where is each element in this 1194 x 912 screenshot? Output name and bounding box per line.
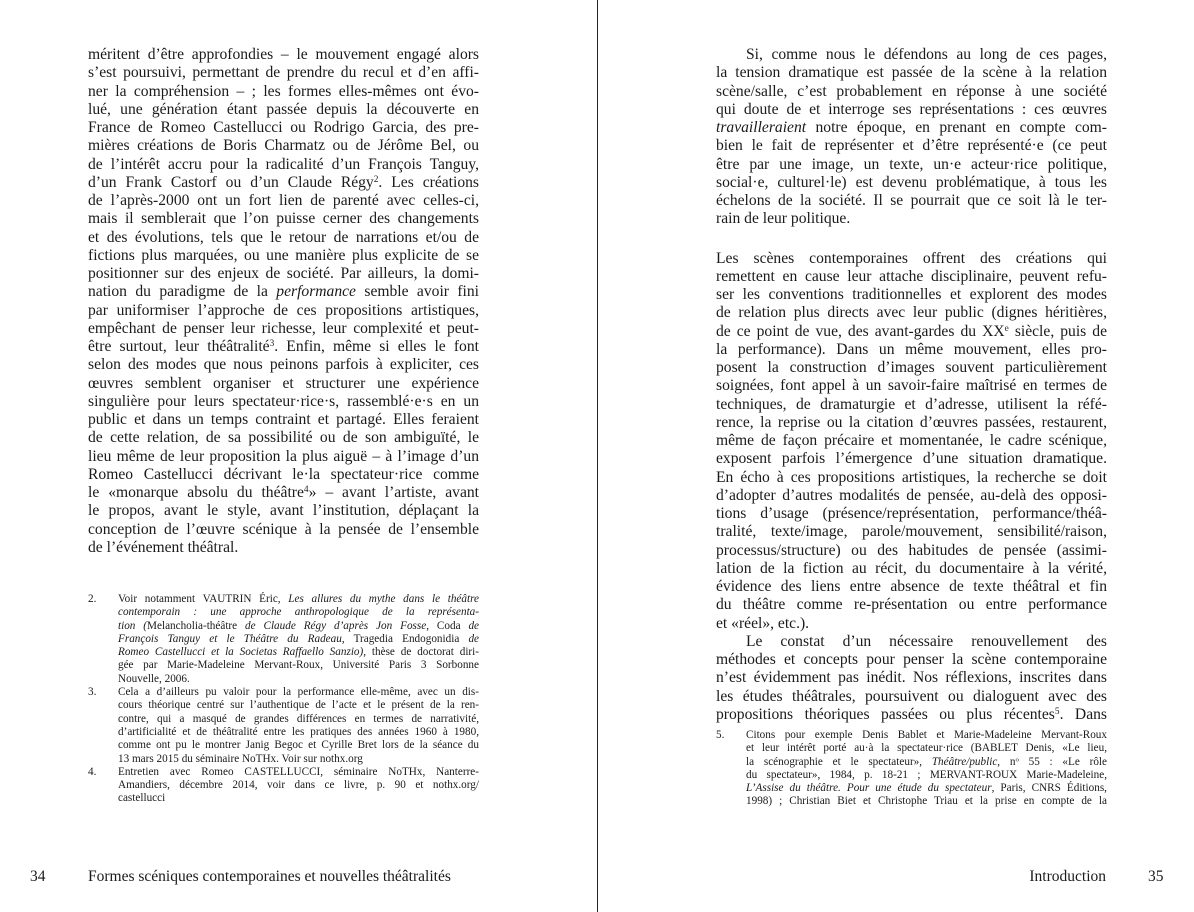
page-gutter-divider (597, 0, 598, 912)
text-line: d’artificialité et de théâtralité entre les pratiques des années 1960 à 1980, (118, 725, 479, 738)
text-line: social·e, culturel·le) est devenu problématique, à tous les (716, 173, 1107, 191)
italic-text: de Claude Régy d’après Jon Fosse (237, 619, 427, 632)
text-line: François Tanguy et le Théâtre du Radeau, Tragedia Endogonidia de (118, 632, 480, 645)
text-line: France de Romeo Castellucci ou Rodrigo Garcia, des pre- (88, 119, 479, 136)
text-line: et leur intérêt porté au·à la spectateur·rice (BABLET Denis, «Le lieu, (746, 742, 1107, 755)
footnote-ref: e (1004, 323, 1009, 334)
text-line: méthodes et concepts pour penser la scène contemporaine (716, 651, 1107, 668)
italic-text: L’Assise du théâtre. Pour une étude du spectateur (746, 782, 992, 795)
text-line: castellucci (118, 792, 166, 805)
text-line: singulière pour leurs spectateur·rice·s, rassemblé·e·s en un (88, 392, 479, 410)
footnote-ref: 2 (373, 174, 379, 185)
text-line: de cette relation, de sa possibilité ou de son ambiguïté, le (88, 429, 479, 447)
right-page-footnotes (716, 729, 1107, 809)
text-line: ner la compréhension – ; les formes elles-mêmes ont évo- (88, 82, 479, 100)
text-line: de ce point de vue, des avant-gardes du XXe siècle, puis de (716, 322, 1108, 340)
paragraph (716, 250, 1107, 633)
text-line: Le constat d’un nécessaire renouvellement des (746, 632, 1107, 650)
text-line: Entretien avec Romeo CASTELLUCCI, séminaire NoTHx, Nanterre- (118, 765, 479, 778)
italic-text: de (468, 632, 480, 645)
text-line: processus/structure) ou des habitudes de pensée (assimi- (716, 541, 1107, 559)
text-line: comme ont pu le montrer Janig Begoc et Cyrille Bret lors de la séance du (118, 739, 479, 752)
italic-text: performance (276, 283, 356, 301)
text-line: public et dans un temps contraint et partagé. Elles feraient (88, 411, 479, 428)
text-line: de l’intérêt accru pour la radicalité d’un François Tanguy, (88, 155, 479, 173)
italic-text: travailleraient (716, 119, 807, 136)
text-line: Romeo Castellucci et la Societas Raffaello Sanzio), thèse de doctorat diri- (118, 646, 479, 659)
text-line: la scénographie et le spectateur», Théâtre/public, $n^o$ 55 : «Le rôle (746, 755, 1107, 768)
text-line: qui doute de et interroge ses représentations : ces œuvres (716, 100, 1107, 118)
text-line: En écho à ces propositions artistiques, la recherche se doit (716, 468, 1107, 486)
text-line: selon des modes que nous peinons parfois à expliciter, ces (88, 356, 479, 374)
text-line: s’est poursuivi, permettant de prendre du recul et d’en affi- (88, 64, 479, 82)
text-line: nation du paradigme de la performance semble avoir fini (88, 283, 480, 301)
italic-text: François Tanguy et le Théâtre du Radeau (118, 632, 342, 645)
text-line: de relation plus directs avec leur public (dignes héritières, (716, 304, 1107, 322)
footnote (716, 729, 1107, 809)
text-line: L’Assise du théâtre. Pour une étude du spectateur, Paris, CNRS Éditions, (746, 782, 1107, 795)
text-line: n’est évidemment pas inédit. Nos réflexions, inscrites dans (716, 669, 1107, 687)
text-line: les études théâtrales, poursuivent ou dialoguent avec des (716, 687, 1107, 705)
text-line: posent la construction d’images souvent particulièrement (716, 359, 1107, 376)
text-line: cours théorique centré sur l’authentique de l’acte et le présent de la ren- (118, 699, 479, 712)
text-line: Amandiers, décembre 2014, voir dans ce livre, p. 90 et nothx.org/ (118, 779, 479, 792)
left-running-head: Formes scéniques contemporaines et nouvelles théâtralités (88, 868, 451, 885)
right-page-body (716, 46, 1107, 724)
text-line: remettent en cause leur attache disciplinaire, peuvent refu- (716, 267, 1107, 285)
text-line: même de façon précaire et momentanée, le cadre scénique, (716, 432, 1107, 449)
text-line: Nouvelle, 2006. (118, 672, 190, 685)
text-line: méritent d’être approfondies – le mouvement engagé alors (88, 46, 479, 63)
text-line: scène/salle, c’est probablement en réponse à une société (716, 82, 1107, 100)
text-line: d’adopter d’autres modalités de pensée, au-delà des opposi- (716, 486, 1107, 504)
text-line: lation de la fiction au récit, du documentaire à la vérité, (716, 559, 1107, 577)
text-line: échelons de la société. Il se pourrait que ce soit là le ter- (716, 192, 1107, 209)
text-line: du théâtre comme re-présentation ou entre performance (716, 596, 1107, 614)
footnote-ref: 3 (269, 338, 275, 349)
text-line: tion (Melancholia-théâtre de Claude Régy d’après Jon Fosse, Coda de (118, 619, 479, 632)
footnote-text (118, 593, 479, 686)
footnote (88, 593, 479, 686)
text-line: mais il semblerait que l’on puisse cerner des changements (88, 210, 479, 228)
text-line: positionner sur des enjeux de société. Par ailleurs, la domi- (88, 265, 479, 282)
text-line: le propos, avant le style, avant l’institution, déplaçant la (88, 502, 479, 520)
text-line: et des évolutions, tels que le retour de narrations et/ou de (88, 228, 479, 246)
italic-text: tion ( (118, 619, 148, 632)
text-line: mières créations de Boris Charmatz ou de Jérôme Bel, ou (88, 137, 479, 155)
text-line: Romeo Castellucci décrivant le·la spectateur·rice comme (88, 465, 479, 483)
footnote-number: 4. (88, 765, 97, 778)
footnote-text (746, 729, 1107, 809)
text-line: et «réel», etc.). (716, 614, 810, 632)
text-line: le «monarque absolu du théâtre$^4$» – avant l’artiste, avant (88, 484, 479, 501)
italic-text: de (468, 619, 479, 632)
right-page-number: 35 (1148, 868, 1164, 885)
text-line: techniques, de dramaturgie et d’adresse, utilisent la réfé- (716, 395, 1107, 413)
left-page-number: 34 (30, 868, 46, 885)
footnote-text (118, 686, 479, 766)
footnote (88, 766, 479, 806)
footnote-ref: 4 (303, 484, 309, 495)
text-line: Cela a d’ailleurs pu valoir pour la performance elle-même, avec un dis- (118, 686, 479, 699)
text-line: conception de l’œuvre scénique à la pensée de l’ensemble (88, 520, 479, 538)
text-line: propositions théoriques passées ou plus récentes$^5$. Dans (716, 705, 1107, 723)
paragraph (716, 633, 1107, 724)
footnote-ref: o (1015, 755, 1019, 763)
text-line: rain de leur politique. (716, 210, 851, 228)
text-line: bien le fait de représenter et d’être représenté·e (ce peut (716, 137, 1107, 155)
italic-text: Théâtre/public (931, 755, 998, 768)
footnote-number: 3. (88, 686, 97, 699)
text-line: travailleraient notre époque, en prenant en compte com- (716, 119, 1107, 136)
text-line: exposent parfois l’émergence d’une situation dramatique. (716, 450, 1107, 468)
text-line: contre, qui a masqué de grandes différences en termes de narrativité, (118, 712, 479, 725)
left-page-body (88, 46, 479, 557)
text-line: la tension dramatique est passée de la scène à la relation (716, 64, 1107, 82)
text-line (118, 606, 479, 619)
text-line: d’un Frank Castorf ou d’un Claude Régy$^2$. Les créations (88, 173, 479, 191)
text-line: être surtout, leur théâtralité$^3$. Enfin, même si elles le font (88, 338, 479, 355)
footnote-ref: 5 (1054, 706, 1060, 717)
text-line: de l’événement théâtral. (88, 538, 239, 556)
footnote-text (118, 766, 479, 806)
text-line: 1998) ; Christian Biet et Christophe Triau et la prise en compte de la (746, 795, 1107, 808)
footnote (88, 686, 479, 766)
text-line: Citons pour exemple Denis Bablet et Marie-Madeleine Mervant-Roux (746, 729, 1107, 741)
italic-text: Romeo Castellucci et la Societas Raffaello Sanzio) (118, 646, 364, 659)
footnote-number: 5. (716, 729, 725, 741)
text-line: œuvres semblent organiser et structurer une expérience (88, 374, 479, 392)
text-line: gée par Marie-Madeleine Mervant-Roux, Université Paris 3 Sorbonne (118, 659, 479, 672)
text-line: lué, une génération étant passée depuis la découverte en (88, 100, 479, 118)
text-line: Si, comme nous le défendons au long de ces pages, (746, 46, 1107, 63)
text-line: être par une image, un texte, un·e acteur·rice politique, (716, 155, 1107, 173)
left-page-footnotes (88, 593, 479, 806)
text-line: ser les conventions traditionnelles et explorent des modes (716, 286, 1107, 303)
text-line: soignées, font appel à un savoir-faire maîtrisé en termes de (716, 377, 1107, 395)
text-line: empêchant de penser leur richesse, leur complexité et peut- (88, 319, 479, 337)
italic-text: Les allures du mythe dans le théâtre (288, 593, 479, 605)
text-line: Voir notamment VAUTRIN Éric, Les allures du mythe dans le théâtre (118, 593, 479, 605)
text-line: 13 mars 2015 du séminaire NoTHx. Voir sur nothx.org (118, 752, 363, 765)
text-line: évidence des liens entre absence de texte théâtral et fin (716, 578, 1107, 595)
text-line: Les scènes contemporaines offrent des créations qui (716, 249, 1107, 267)
paragraph (88, 46, 479, 557)
text-line: de l’après-2000 ont un fort lien de parenté avec celles-ci, (88, 192, 479, 209)
text-line: du spectateur», 1984, p. 18-21 ; MERVANT-ROUX Marie-Madeleine, (746, 768, 1107, 781)
text-line: par uniformiser l’approche de ces propositions artistiques, (88, 301, 479, 319)
text-line: la performance). Dans un même mouvement, elles pro- (716, 340, 1107, 358)
text-line: tralité, texte/image, parole/mouvement, sensibilité/raison, (716, 523, 1107, 541)
right-running-head: Introduction (1029, 868, 1106, 885)
paragraph (716, 46, 1107, 229)
text-line: rence, la reprise ou la citation d’œuvres passées, restaurent, (716, 413, 1107, 431)
text-line: lieu même de leur proposition la plus aiguë – à l’image d’un (88, 447, 479, 465)
text-line: tions d’usage (présence/représentation, performance/théâ- (716, 505, 1107, 522)
text-line: fictions plus marquées, ou une manière plus explicite de se (88, 246, 479, 264)
footnote-number: 2. (88, 593, 97, 605)
italic-text: contemporain : une approche anthropologique de la représenta- (118, 606, 479, 619)
